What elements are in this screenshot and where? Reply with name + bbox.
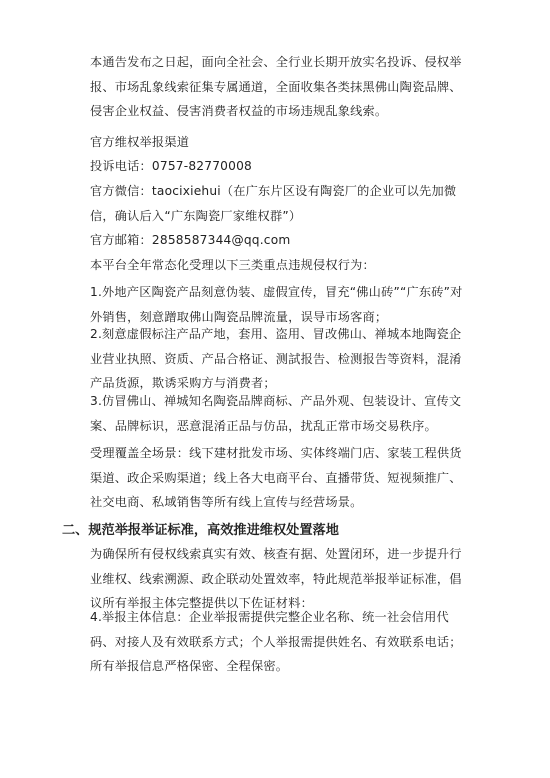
email-line: 官方邮箱：2858587344@qq.com [90, 233, 291, 247]
list-item: 4.举报主体信息：企业举报需提供完整企业名称、统一社会信用代码、对接人及有效联系方式；个人举报需提供姓名、有效联系电话；所有举报信息严格保密、全程保密。 [90, 610, 462, 673]
section-intro: 为确保所有侵权线索真实有效、核查有据、处置闭环，进一步提升行业维权、线索溯源、政企联动处置效率，特此规范举报举证标准，倡议所有举报主体完整提供以下佐证材料： [90, 547, 462, 610]
phone-line: 投诉电话：0757-82770008 [90, 159, 252, 173]
coverage-paragraph: 受理覆盖全场景：线下建材批发市场、实体终端门店、家装工程供货渠道、政企采购渠道；线上各大电商平台、直播带货、短视频推广、社交电商、私域销售等所有线上宣传与经营场景。 [90, 446, 462, 509]
list-item: 3.仿冒佛山、禅城知名陶瓷品牌商标、产品外观、包装设计、宣传文案、品牌标识，恶意混淆正品与仿品，扰乱正常市场交易秩序。 [90, 394, 462, 433]
intro-paragraph: 本通告发布之日起，面向全社会、全行业长期开放实名投诉、侵权举报、市场乱象线索征集专属通道，全面收集各类抹黑佛山陶瓷品牌、侵害企业权益、侵害消费者权益的市场违规乱象线索。 [90, 55, 462, 118]
section-heading: 二、规范举报举证标准，高效推进维权处置落地 [62, 523, 339, 538]
wechat-line: 官方微信：taocixiehui（在广东片区设有陶瓷厂的企业可以先加微信，确认后入“广东陶瓷厂家维权群”） [90, 184, 457, 223]
channels-title: 官方维权举报渠道 [90, 135, 190, 149]
list-item: 2.刻意虚假标注产品产地，套用、盗用、冒改佛山、禅城本地陶瓷企业营业执照、资质、产品合格证、测試报告、检测报告等资料，混淆产品货源，欺诱采购方与消费者； [90, 327, 462, 390]
scope-lead: 本平台全年常态化受理以下三类重点违规侵权行为： [90, 258, 375, 272]
list-item: 1.外地产区陶瓷产品刻意伪装、虚假宣传，冒充“佛山砖”“广东砖”对外销售，刻意蹭取佛山陶瓷品牌流量，误导市场客商； [90, 285, 463, 324]
